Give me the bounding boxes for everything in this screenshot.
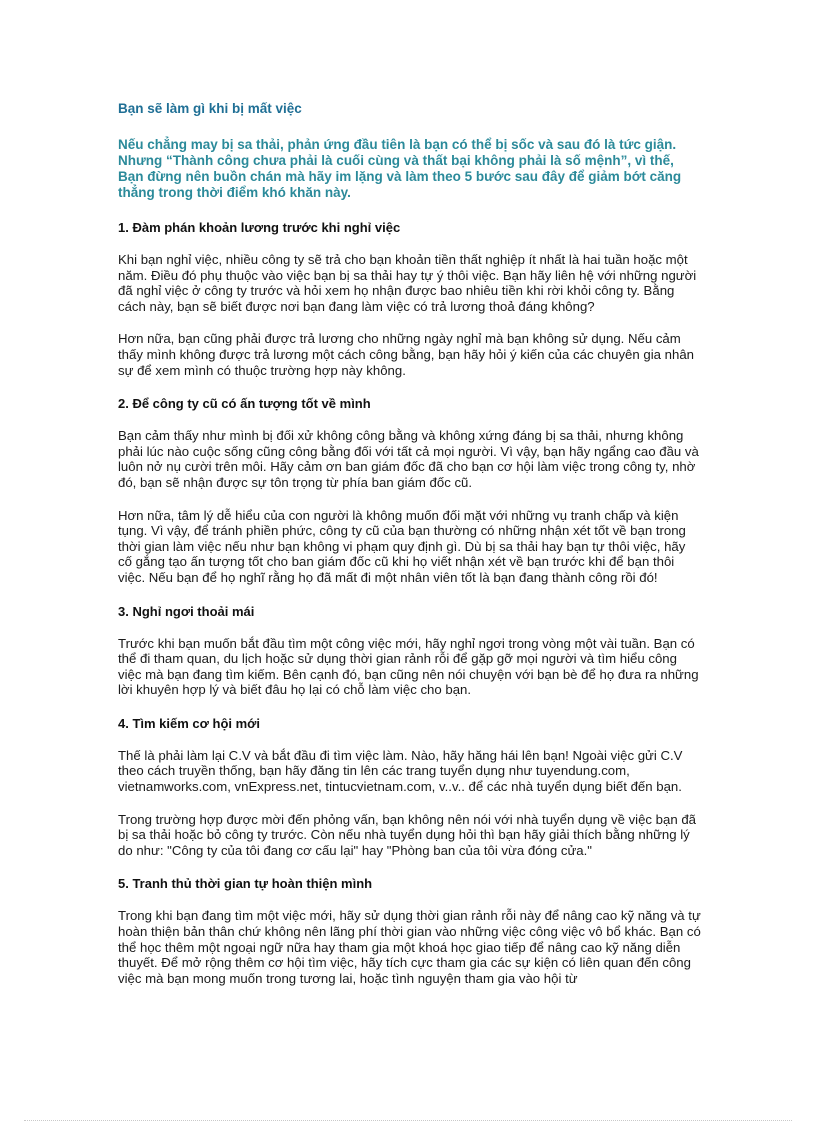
body-paragraph: Trong khi bạn đang tìm một việc mới, hãy sử dụng thời gian rảnh rỗi này để nâng cao kỹ năng và tự hoàn thiện bản thân chứ không nên lãng phí thời gian vào những việc công việc vô bổ khác. Bạn có thể học thêm một ngoại ngữ nữa hay tham gia một khoá học giao tiếp để nâng cao kỹ năng diễn thuyết. Để mở rộng thêm cơ hội tìm việc, hãy tích cực tham gia các sự kiện có liên quan đến công việc mà bạn mong muốn trong tương lai, hoặc tình nguyện tham gia vào hội từ (118, 908, 701, 986)
body-paragraph: Trong trường hợp được mời đến phỏng vấn, bạn không nên nói với nhà tuyển dụng về việc bạn đã bị sa thải hoặc bỏ công ty trước. Còn nếu nhà tuyển dụng hỏi thì bạn hãy giải thích bằng những lý do như: "Công ty của tôi đang cơ cấu lại" hay "Phòng ban của tôi vừa đóng cửa." (118, 811, 697, 858)
document-title: Bạn sẽ làm gì khi bị mất việc (118, 101, 302, 116)
section-3 (118, 603, 702, 698)
section-1 (118, 219, 702, 378)
body-paragraph: Thế là phải làm lại C.V và bắt đầu đi tìm việc làm. Nào, hãy hăng hái lên bạn! Ngoài việc gửi C.V theo cách truyền thống, bạn hãy đăng tin lên các trang tuyển dụng như tuyendung.com, vietnamworks.com, vnExpress.net, tintucvietnam.com, v..v.. để các nhà tuyển dụng biết đến bạn. (118, 747, 683, 795)
section-heading: 4. Tìm kiếm cơ hội mới (118, 715, 261, 731)
section-4 (118, 715, 702, 859)
section-heading: 3. Nghỉ ngơi thoải mái (118, 603, 255, 619)
section-2 (118, 395, 702, 585)
body-paragraph: Hơn nữa, bạn cũng phải được trả lương cho những ngày nghỉ mà bạn không sử dụng. Nếu cảm thấy mình không được trả lương một cách công bằng, bạn hãy hỏi ý kiến của các chuyên gia nhân sự để xem mình có thuộc trường hợp này không. (118, 331, 694, 378)
section-heading: 5. Tranh thủ thời gian tự hoàn thiện mình (118, 876, 373, 892)
page-bottom-edge (24, 1120, 792, 1121)
body-paragraph: Trước khi bạn muốn bắt đầu tìm một công việc mới, hãy nghỉ ngơi trong vòng một vài tuần. Bạn có thể đi tham quan, du lịch hoặc sử dụng thời gian rảnh rỗi để gặp gỡ mọi người và tìm hiểu công việc mà bạn đang tìm kiếm. Bên cạnh đó, bạn cũng nên nói chuyện với bạn bè để họ đưa ra những lời khuyên hợp lý và biết đâu họ lại có chỗ làm việc cho bạn. (118, 635, 699, 698)
document-page (118, 100, 702, 1003)
intro-paragraph: Nếu chẳng may bị sa thải, phản ứng đầu tiên là bạn có thể bị sốc và sau đó là tức giận. Nhưng “Thành công chưa phải là cuối cùng và thất bại không phải là số mệnh”, vì thế, Bạn đừng nên buồn chán mà hãy im lặng và làm theo 5 bước sau đây để giảm bớt căng thẳng trong thời điểm khó khăn này. (118, 137, 682, 200)
body-paragraph: Bạn cảm thấy như mình bị đối xử không công bằng và không xứng đáng bị sa thải, nhưng không phải lúc nào cuộc sống cũng công bằng đối với tất cả mọi người. Vì vậy, bạn hãy ngẩng cao đầu và luôn nở nụ cười trên môi. Hãy cảm ơn ban giám đốc đã cho bạn cơ hội làm việc trong công ty, nhờ đó, bạn sẽ nhận được sự tôn trọng từ phía ban giám đốc cũ. (118, 428, 699, 490)
section-heading: 1. Đàm phán khoản lương trước khi nghỉ việc (118, 220, 401, 235)
section-heading: 2. Để công ty cũ có ấn tượng tốt về mình (118, 396, 371, 412)
body-paragraph: Hơn nữa, tâm lý dễ hiểu của con người là không muốn đối mặt với những vụ tranh chấp và kiện tụng. Vì vậy, để tránh phiền phức, công ty cũ của bạn thường có những nhận xét tốt về bạn trong thời gian làm việc nếu như bạn không vi phạm quy định gì. Dù bị sa thải hay bạn tự thôi việc, hãy cố gắng tạo ấn tượng tốt cho ban giám đốc cũ khi họ viết nhận xét về bạn trước khi để bạn thôi việc. Nếu bạn để họ nghĩ rằng họ đã mất đi một nhân viên tốt là bạn đang thành công rồi đó! (118, 507, 686, 585)
body-paragraph: Khi bạn nghỉ việc, nhiều công ty sẽ trả cho bạn khoản tiền thất nghiệp ít nhất là hai tuần hoặc một năm. Điều đó phụ thuộc vào việc bạn bị sa thải hay tự ý thôi việc. Bạn hãy liên hệ với những người đã nghỉ việc ở công ty trước và hỏi xem họ nhận được bao nhiêu tiền khi rời khỏi công ty. Bằng cách này, bạn sẽ biết được nơi bạn đang làm việc có trả lương thoả đáng không? (118, 252, 697, 314)
section-5 (118, 875, 702, 986)
